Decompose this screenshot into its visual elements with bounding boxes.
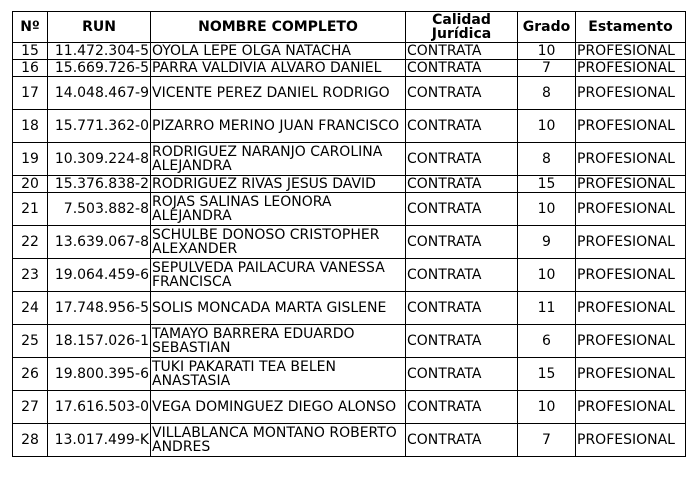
cell-num: 21 <box>13 193 48 226</box>
table-row <box>13 259 686 292</box>
cell-estamento: PROFESIONAL <box>576 77 686 110</box>
cell-estamento: PROFESIONAL <box>576 358 686 391</box>
cell-grado: 10 <box>518 43 576 60</box>
header-row <box>13 12 686 43</box>
cell-nombre: VILLABLANCA MONTANO ROBERTO ANDRES <box>151 424 406 457</box>
table-row <box>13 391 686 424</box>
cell-grado: 8 <box>518 77 576 110</box>
cell-run: 18.157.026-1 <box>48 325 151 358</box>
table-row <box>13 176 686 193</box>
cell-grado: 15 <box>518 176 576 193</box>
cell-grado: 9 <box>518 226 576 259</box>
table-row <box>13 143 686 176</box>
cell-num: 22 <box>13 226 48 259</box>
cell-nombre: SOLIS MONCADA MARTA GISLENE <box>151 292 406 325</box>
cell-estamento: PROFESIONAL <box>576 325 686 358</box>
cell-num: 27 <box>13 391 48 424</box>
cell-grado: 6 <box>518 325 576 358</box>
cell-calidad: CONTRATA <box>406 143 518 176</box>
cell-grado: 15 <box>518 358 576 391</box>
cell-nombre: SCHULBE DONOSO CRISTOPHER ALEXANDER <box>151 226 406 259</box>
cell-nombre: RODRIGUEZ NARANJO CAROLINA ALEJANDRA <box>151 143 406 176</box>
cell-nombre: TUKI PAKARATI TEA BELEN ANASTASIA <box>151 358 406 391</box>
cell-grado: 7 <box>518 60 576 77</box>
cell-calidad: CONTRATA <box>406 292 518 325</box>
table-row <box>13 358 686 391</box>
cell-num: 18 <box>13 110 48 143</box>
cell-nombre: VEGA DOMINGUEZ DIEGO ALONSO <box>151 391 406 424</box>
cell-run: 17.748.956-5 <box>48 292 151 325</box>
cell-run: 14.048.467-9 <box>48 77 151 110</box>
cell-nombre: OYOLA LEPE OLGA NATACHA <box>151 43 406 60</box>
header-calidad: Calidad Jurídica <box>406 12 518 43</box>
cell-nombre: PIZARRO MERINO JUAN FRANCISCO <box>151 110 406 143</box>
cell-calidad: CONTRATA <box>406 226 518 259</box>
cell-calidad: CONTRATA <box>406 176 518 193</box>
cell-run: 15.669.726-5 <box>48 60 151 77</box>
cell-num: 20 <box>13 176 48 193</box>
cell-estamento: PROFESIONAL <box>576 143 686 176</box>
table-row <box>13 60 686 77</box>
cell-num: 24 <box>13 292 48 325</box>
header-grado: Grado <box>518 12 576 43</box>
cell-run: 15.771.362-0 <box>48 110 151 143</box>
header-nombre: NOMBRE COMPLETO <box>151 12 406 43</box>
cell-estamento: PROFESIONAL <box>576 110 686 143</box>
cell-calidad: CONTRATA <box>406 43 518 60</box>
cell-run: 15.376.838-2 <box>48 176 151 193</box>
cell-grado: 11 <box>518 292 576 325</box>
cell-grado: 8 <box>518 143 576 176</box>
cell-estamento: PROFESIONAL <box>576 43 686 60</box>
cell-calidad: CONTRATA <box>406 60 518 77</box>
header-run: RUN <box>48 12 151 43</box>
cell-run: 17.616.503-0 <box>48 391 151 424</box>
cell-grado: 10 <box>518 391 576 424</box>
cell-calidad: CONTRATA <box>406 193 518 226</box>
personnel-table <box>12 11 686 457</box>
cell-estamento: PROFESIONAL <box>576 193 686 226</box>
cell-grado: 10 <box>518 193 576 226</box>
cell-num: 25 <box>13 325 48 358</box>
cell-calidad: CONTRATA <box>406 110 518 143</box>
cell-nombre: VICENTE PEREZ DANIEL RODRIGO <box>151 77 406 110</box>
cell-calidad: CONTRATA <box>406 391 518 424</box>
table-row <box>13 77 686 110</box>
cell-grado: 10 <box>518 110 576 143</box>
cell-run: 11.472.304-5 <box>48 43 151 60</box>
cell-calidad: CONTRATA <box>406 358 518 391</box>
cell-estamento: PROFESIONAL <box>576 259 686 292</box>
cell-run: 19.064.459-6 <box>48 259 151 292</box>
cell-num: 23 <box>13 259 48 292</box>
cell-num: 28 <box>13 424 48 457</box>
table-row <box>13 424 686 457</box>
cell-estamento: PROFESIONAL <box>576 176 686 193</box>
cell-num: 19 <box>13 143 48 176</box>
cell-calidad: CONTRATA <box>406 259 518 292</box>
cell-nombre: SEPULVEDA PAILACURA VANESSA FRANCISCA <box>151 259 406 292</box>
cell-calidad: CONTRATA <box>406 77 518 110</box>
cell-estamento: PROFESIONAL <box>576 60 686 77</box>
table-row <box>13 43 686 60</box>
cell-nombre: TAMAYO BARRERA EDUARDO SEBASTIAN <box>151 325 406 358</box>
cell-grado: 10 <box>518 259 576 292</box>
table-body <box>13 43 686 457</box>
cell-nombre: RODRIGUEZ RIVAS JESUS DAVID <box>151 176 406 193</box>
cell-estamento: PROFESIONAL <box>576 424 686 457</box>
header-estamento: Estamento <box>576 12 686 43</box>
table-row <box>13 292 686 325</box>
table-row <box>13 110 686 143</box>
cell-nombre: ROJAS SALINAS LEONORA ALEJANDRA <box>151 193 406 226</box>
table-row <box>13 325 686 358</box>
cell-nombre: PARRA VALDIVIA ALVARO DANIEL <box>151 60 406 77</box>
cell-estamento: PROFESIONAL <box>576 226 686 259</box>
cell-grado: 7 <box>518 424 576 457</box>
header-num: Nº <box>13 12 48 43</box>
cell-estamento: PROFESIONAL <box>576 391 686 424</box>
cell-run: 13.017.499-K <box>48 424 151 457</box>
cell-calidad: CONTRATA <box>406 424 518 457</box>
cell-calidad: CONTRATA <box>406 325 518 358</box>
cell-run: 7.503.882-8 <box>48 193 151 226</box>
cell-run: 13.639.067-8 <box>48 226 151 259</box>
cell-run: 10.309.224-8 <box>48 143 151 176</box>
cell-num: 26 <box>13 358 48 391</box>
cell-num: 17 <box>13 77 48 110</box>
cell-num: 15 <box>13 43 48 60</box>
cell-num: 16 <box>13 60 48 77</box>
table-row <box>13 193 686 226</box>
cell-run: 19.800.395-6 <box>48 358 151 391</box>
table-row <box>13 226 686 259</box>
cell-estamento: PROFESIONAL <box>576 292 686 325</box>
